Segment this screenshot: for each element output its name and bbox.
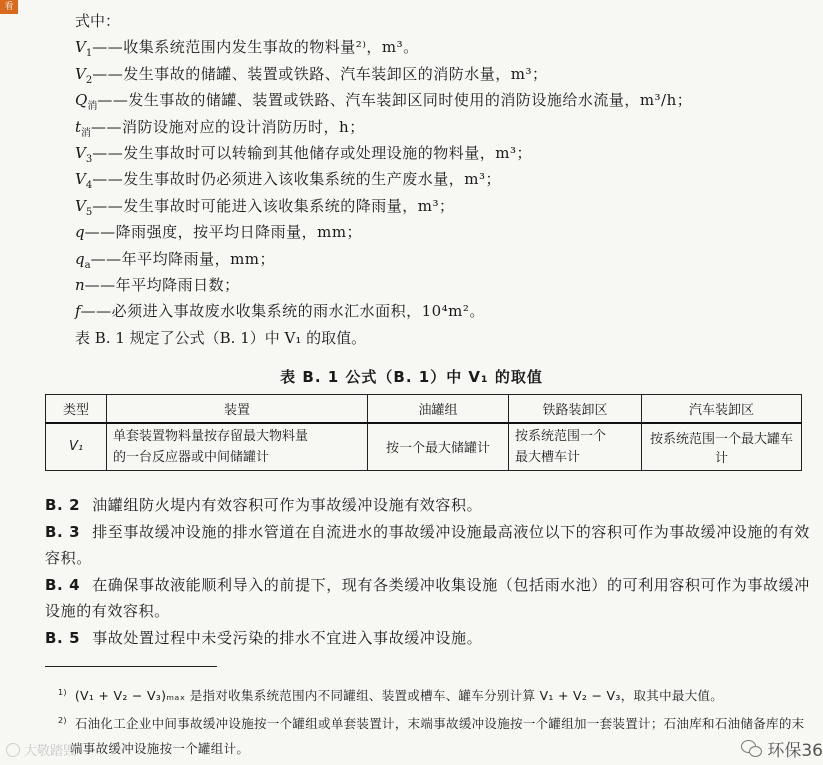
symbol-subscript: 3 — [85, 153, 93, 165]
definition-text: ——发生事故时仍必须进入该收集系统的生产废水量，m³； — [92, 170, 501, 189]
footnote-divider — [45, 666, 217, 667]
clause-b4 — [45, 572, 815, 625]
definition-line — [75, 140, 815, 166]
footnotes-block — [58, 680, 815, 761]
clause-text: 事故处置过程中未受污染的排水不宜进入事故缓冲设施。 — [92, 628, 483, 647]
weibo-icon — [6, 743, 20, 757]
symbol: V — [75, 196, 86, 215]
clause-b5 — [45, 625, 815, 652]
definition-text: ——发生事故的储罐、装置或铁路、汽车装卸区同时使用的消防设施给水流量，m³/h； — [97, 91, 693, 110]
footnote-text: (V₁ + V₂ − V₃)ₘₐₓ 是指对收集系统范围内不同罐组、装置或槽车、罐车分别计算 V₁ + V₂ − V₃，取其中最大值。 — [74, 688, 724, 704]
cell-rail-line1: 按系统范围一个 — [515, 428, 607, 444]
definition-line — [75, 61, 815, 87]
symbol: V — [75, 38, 86, 57]
symbol: Q — [75, 91, 88, 110]
symbol: q — [75, 249, 85, 268]
clauses-block — [45, 492, 815, 651]
cell-type: V₁ — [46, 423, 107, 471]
watermark-right-text: 环保36 — [767, 741, 823, 761]
header-type: 类型 — [46, 395, 107, 423]
header-device: 装置 — [107, 395, 368, 423]
wechat-icon — [741, 740, 763, 758]
table-reference: 表 B. 1 规定了公式（B. 1）中 V₁ 的取值。 — [75, 328, 367, 347]
definition-line — [75, 34, 815, 60]
clause-number: B. 2 — [45, 496, 81, 514]
clause-number: B. 3 — [45, 522, 81, 541]
definitions-block — [75, 8, 815, 351]
definition-line — [75, 166, 815, 192]
corner-tag: 看 — [0, 0, 18, 14]
symbol: f — [75, 302, 81, 321]
symbol-subscript: 消 — [81, 127, 92, 139]
definition-line — [75, 298, 815, 324]
definition-text: ——发生事故时可以转输到其他储存或处理设施的物料量，m³； — [92, 143, 532, 162]
header-truck-area: 汽车装卸区 — [642, 395, 802, 423]
definition-text: ——降雨强度，按平均日降雨量，mm； — [84, 223, 363, 242]
definition-text: ——发生事故的储罐、装置或铁路、汽车装卸区的消防水量，m³； — [92, 64, 548, 83]
header-tank-group: 油罐组 — [368, 395, 509, 423]
symbol-subscript: 4 — [85, 180, 93, 192]
definition-line — [75, 219, 815, 245]
watermark-right — [741, 736, 823, 761]
definition-line — [75, 87, 815, 113]
footnote-mark: 1) — [58, 688, 67, 697]
definition-list — [75, 34, 815, 324]
footnote-2 — [58, 708, 815, 761]
header-rail-area: 铁路装卸区 — [509, 395, 642, 423]
symbol-subscript: 2 — [85, 74, 93, 86]
definition-text: ——发生事故时可能进入该收集系统的降雨量，m³； — [92, 196, 455, 215]
symbol: q — [75, 223, 85, 242]
cell-device-line2: 的一台反应器或中间储罐计 — [113, 449, 270, 465]
symbol-subscript: 5 — [85, 206, 93, 218]
table-row — [46, 423, 802, 471]
clause-b2 — [45, 492, 815, 519]
footnote-mark: 2) — [58, 716, 67, 726]
symbol: V — [75, 143, 86, 162]
cell-device-line1: 单套装置物料量按存留最大物料量 — [113, 428, 309, 444]
clause-text: 排至事故缓冲设施的排水管道在自流进水的事故缓冲设施最高液位以下的容积可作为事故缓冲设施的有效容积。 — [45, 522, 810, 567]
watermark-left — [6, 740, 76, 759]
table-header-row — [46, 395, 802, 423]
footnote-text: 石油化工企业中间事故缓冲设施按一个罐组或单套装置计，末端事故缓冲设施按一个罐组加一套装置计；石油库和石油储备库的末端事故缓冲设施按一个罐组计。 — [70, 716, 805, 757]
definition-text: ——消防设施对应的设计消防历时，h； — [91, 117, 365, 136]
clause-number: B. 4 — [45, 575, 81, 594]
cell-rail-line2: 最大槽车计 — [515, 449, 581, 465]
clause-text: 油罐组防火堤内有效容积可作为事故缓冲设施有效容积。 — [92, 496, 483, 514]
cell-tank: 按一个最大储罐计 — [368, 423, 509, 471]
definition-text: ——年平均降雨日数； — [84, 275, 240, 294]
intro-text: 式中： — [75, 12, 121, 30]
clause-number: B. 5 — [45, 628, 81, 647]
values-table — [45, 394, 802, 471]
symbol-subscript: 1 — [85, 48, 93, 60]
symbol: V — [75, 170, 86, 189]
watermark-left-text: 大敬踏毁 — [24, 744, 77, 759]
symbol: V — [75, 64, 86, 83]
footnote-1 — [58, 680, 815, 708]
symbol-subscript: 消 — [87, 101, 98, 113]
cell-rail — [509, 423, 642, 471]
clause-b3 — [45, 519, 815, 572]
table-title: 表 B. 1 公式（B. 1）中 V₁ 的取值 — [280, 368, 543, 386]
cell-truck: 按系统范围一个最大罐车计 — [642, 423, 802, 471]
clause-text: 在确保事故液能顺利导入的前提下，现有各类缓冲收集设施（包括雨水池）的可利用容积可作为事故缓冲设施的有效容积。 — [45, 575, 810, 620]
definition-line — [75, 272, 815, 298]
symbol: n — [75, 275, 85, 294]
definition-text: ——收集系统范围内发生事故的物料量²⁾，m³。 — [92, 38, 419, 57]
symbol: t — [75, 117, 82, 136]
symbol-subscript: a — [84, 259, 91, 271]
definition-text: ——必须进入事故废水收集系统的雨水汇水面积，10⁴m²。 — [80, 302, 485, 321]
definition-line — [75, 114, 815, 140]
definition-text: ——年平均降雨量，mm； — [90, 249, 276, 268]
definition-line — [75, 246, 815, 272]
definition-line — [75, 193, 815, 219]
cell-device — [107, 423, 368, 471]
